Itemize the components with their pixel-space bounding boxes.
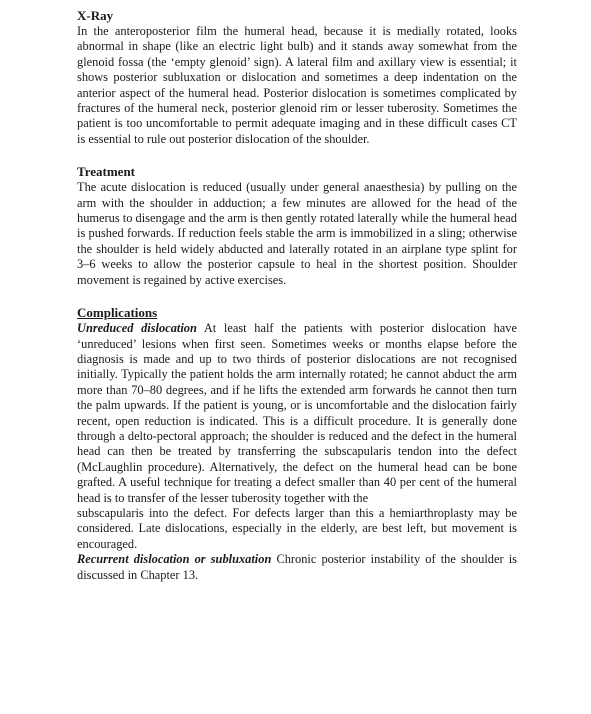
unreduced-body: At least half the patients with posterior dislocation have ‘unreduced’ lesions when first seen. Sometimes weeks or months elapse before the diagnosis is made and up to two thirds of posterior dislocations are not recognised initially. Typically the patient holds the arm internally rotated; he cannot abduct the arm more than 70–80 degrees, and if he lifts the extended arm forwards he cannot then turn the palm upwards. If the patient is young, or is uncomfortable and the dislocation fairly recent, open reduction is indicated. This is a difficult procedure. It is generally done through a delto-pectoral approach; the shoulder is reduced and the defect in the humeral head can then be treated by transferring the subscapularis tendon into the defect (McLaughlin procedure). Alternatively, the defect on the humeral head can be bone grafted. A useful technique for treating a defect smaller than 40 per cent of the humeral head is to transfer of the lesser tuberosity together with the (77, 321, 517, 505)
xray-section (77, 8, 517, 147)
recurrent-title: Recurrent dislocation or subluxation (77, 552, 272, 567)
recurrent-body: Chronic posterior instability of the shoulder is discussed in Chapter 13. (77, 552, 518, 582)
xray-paragraph: In the anteroposterior film the humeral head, because it is medially rotated, looks abnormal in shape (like an electric light bulb) and it stands away somewhat from the glenoid fossa (the ‘empty glenoid’ sign). A lateral film and axillary view is essential; it shows posterior subluxation or dislocation and sometimes a deep indentation on the anterior aspect of the humeral head. Posterior dislocation is sometimes complicated by fractures of the humeral neck, posterior glenoid rim or lesser tuberosity. Sometimes the patient is too uncomfortable to permit adequate imaging and in these difficult cases CT is essential to rule out posterior dislocation of the shoulder. (77, 24, 517, 146)
treatment-section (77, 164, 517, 288)
treatment-heading: Treatment (77, 164, 135, 180)
unreduced-paragraph-continued: subscapularis into the defect. For defects larger than this a hemiarthroplasty may be considered. Late dislocations, especially in the elderly, are best left, but movement is encouraged. (77, 505, 517, 551)
recurrent-paragraph (77, 552, 517, 583)
xray-heading: X-Ray (77, 8, 114, 23)
treatment-paragraph: The acute dislocation is reduced (usually under general anaesthesia) by pulling on the arm with the shoulder in adduction; a few minutes are allowed for the head of the humerus to disengage and the arm is then gently rotated laterally while the humeral head is pushed forwards. If reduction feels stable the arm is immobilized in a sling; otherwise the shoulder is held widely abducted and laterally rotated in an airplane type splint for 3–6 weeks to allow the posterior capsule to heal in the shortest position. Shoulder movement is regained by active exercises. (77, 180, 517, 287)
document-page (77, 8, 517, 583)
unreduced-title: Unreduced dislocation (77, 321, 197, 336)
unreduced-paragraph (77, 321, 517, 506)
complications-heading: Complications (77, 305, 158, 321)
complications-section (77, 305, 517, 583)
